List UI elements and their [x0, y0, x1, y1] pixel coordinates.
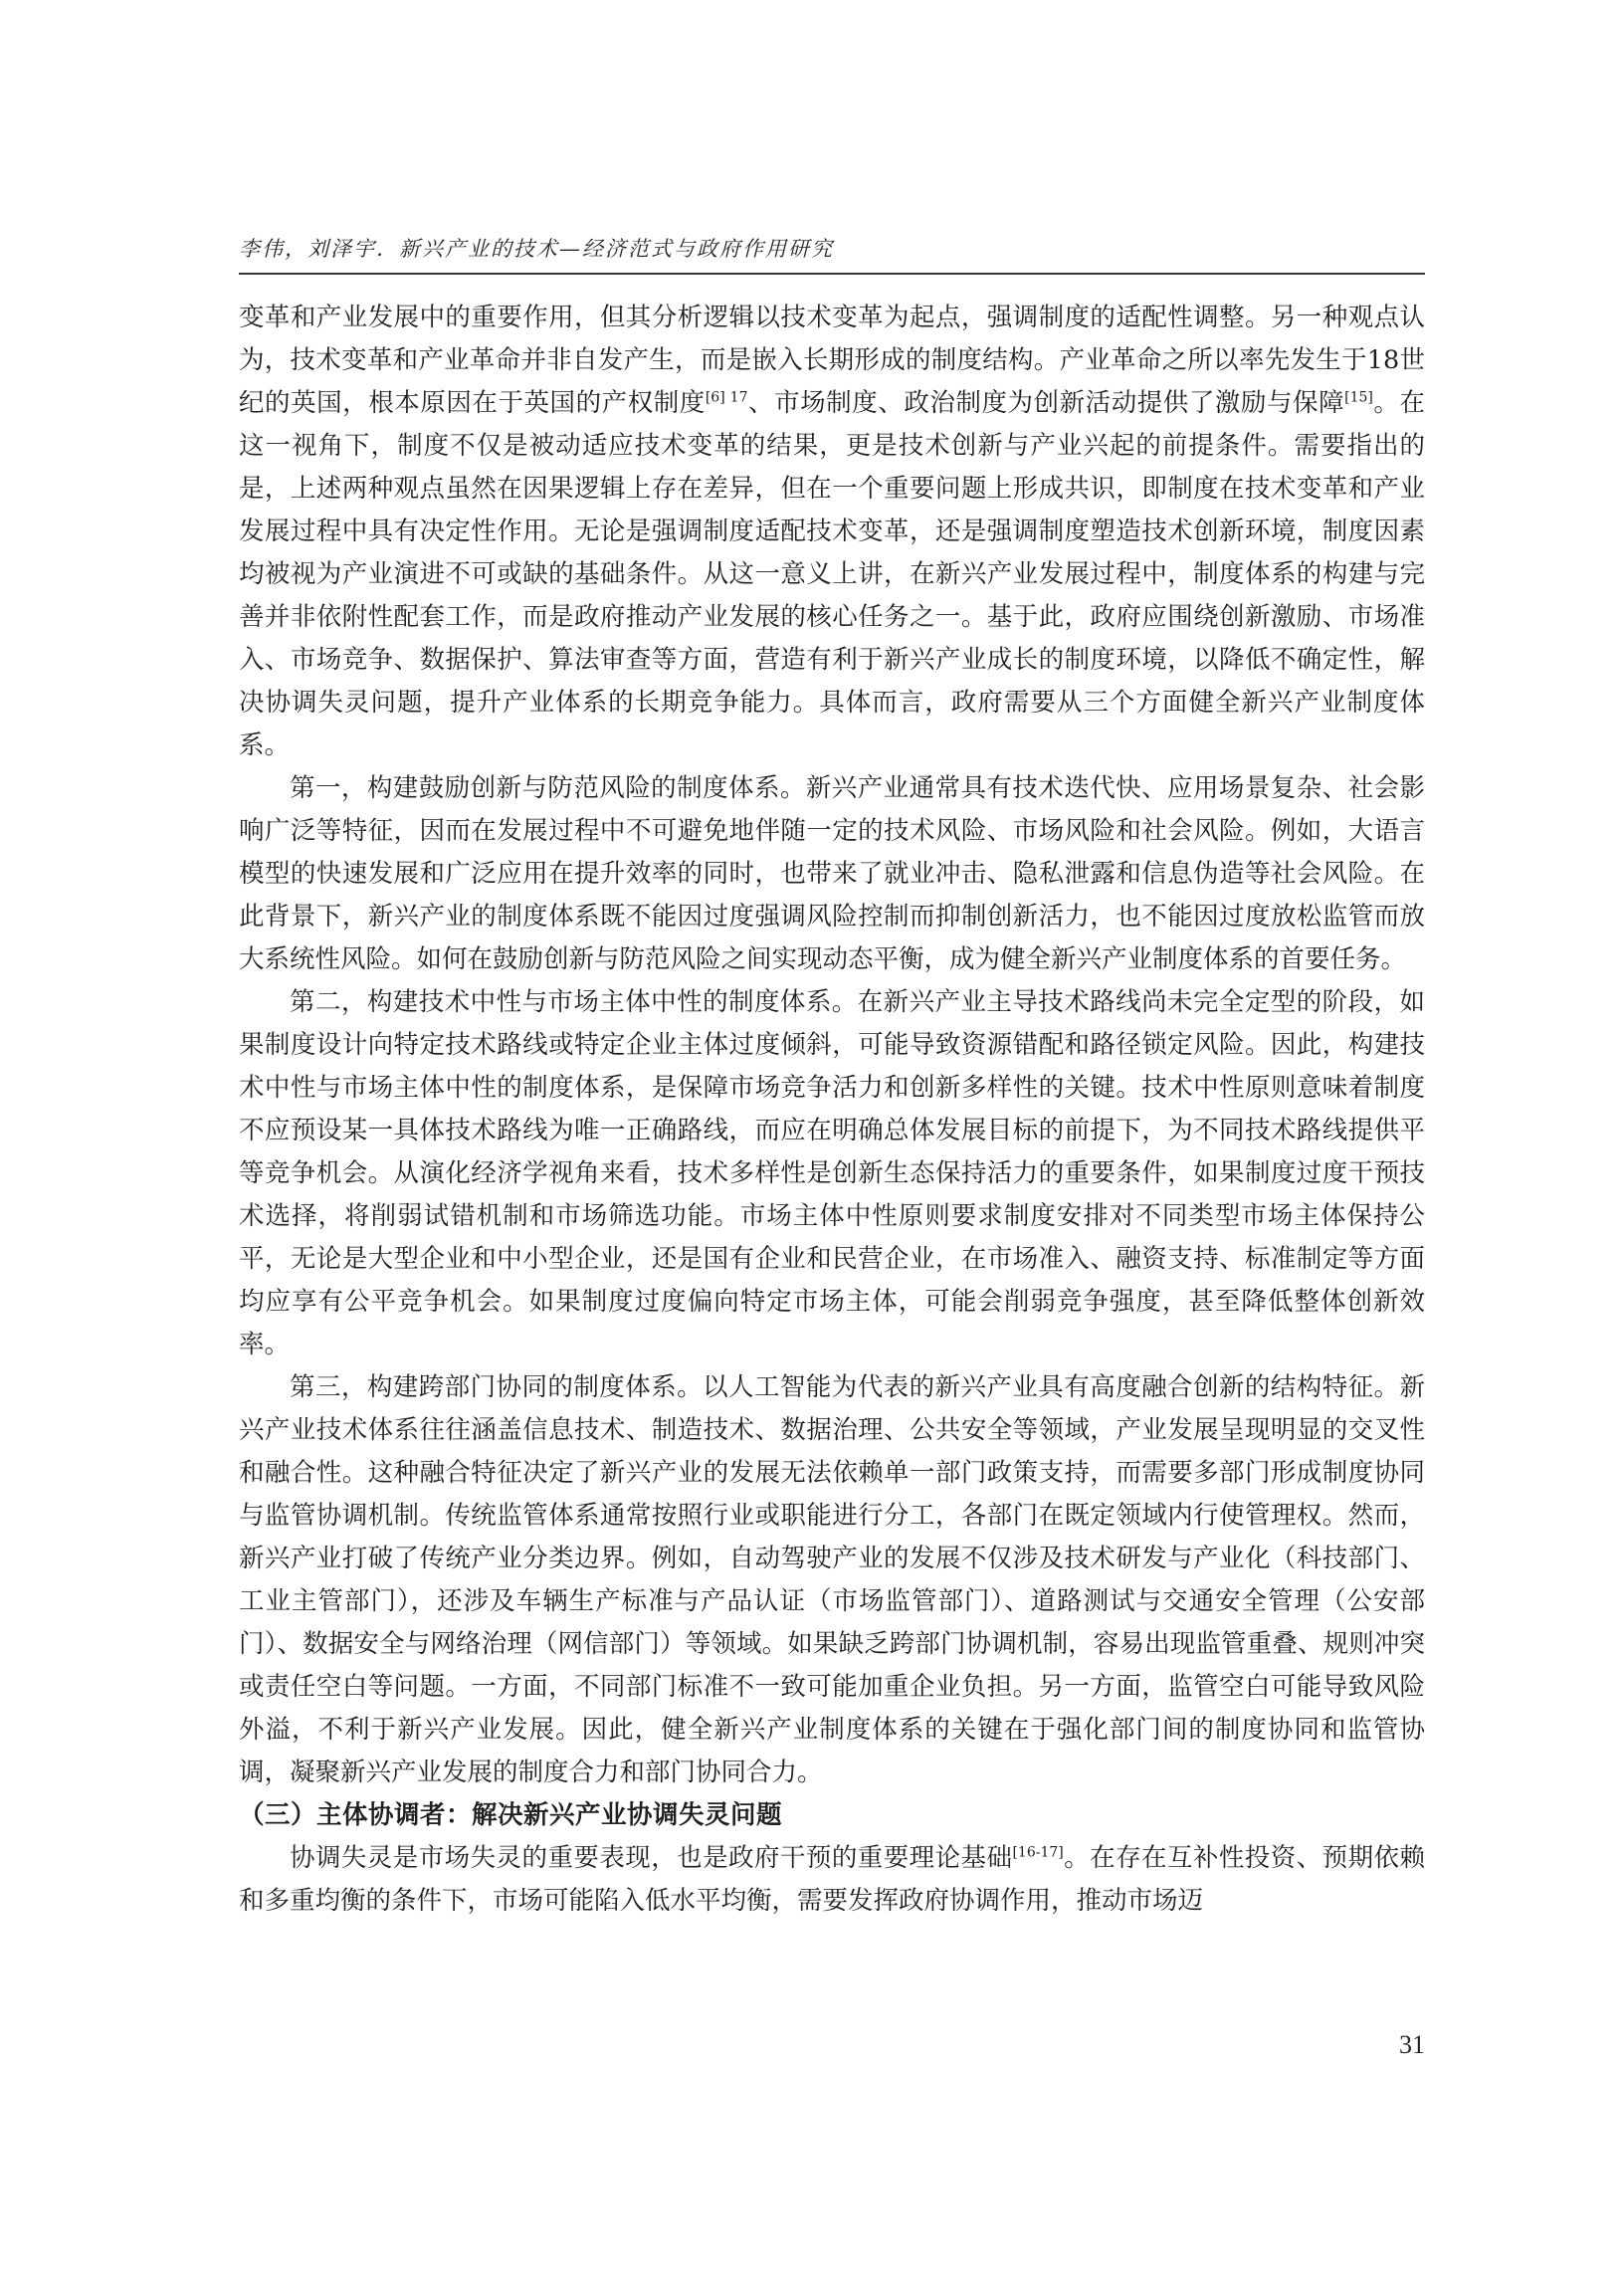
paragraph-text: 。在存在互补性投资、预期依赖和多重均衡的条件下，市场可能陷入低水平均衡，需要发挥政府协调作用，推动市场迈 — [239, 1843, 1425, 1916]
body-paragraph-3 — [239, 981, 1425, 1366]
paragraph-text: 变革和产业发展中的重要作用，但其分析逻辑以技术变革为起点，强调制度的适配性调整。另一种观点认为，技术变革和产业革命并非自发产生，而是嵌入长期形成的制度结构。产业革命之所以率先发生于18世纪的英国，根本原因在于英国的产权制度 — [239, 303, 1425, 418]
section-heading: （三）主体协调者：解决新兴产业协调失灵问题 — [239, 1800, 783, 1830]
body-paragraph-4 — [239, 1366, 1425, 1794]
body-paragraph-2 — [239, 767, 1425, 981]
page-number: 31 — [1399, 2030, 1425, 2059]
citation-marker: [6] 17 — [705, 389, 748, 406]
citation-marker: [16-17] — [1012, 1844, 1064, 1861]
paragraph-text: 协调失灵是市场失灵的重要表现，也是政府干预的重要理论基础 — [290, 1843, 1013, 1873]
running-header: 李伟，刘泽宇．新兴产业的技术—经济范式与政府作用研究 — [239, 237, 834, 261]
header-rule — [239, 273, 1425, 275]
body-paragraph-1 — [239, 297, 1425, 767]
paragraph-text: 第二，构建技术中性与市场主体中性的制度体系。在新兴产业主导技术路线尚未完全定型的阶段，如果制度设计向特定技术路线或特定企业主体过度倾斜，可能导致资源错配和路径锁定风险。因此，构建技术中性与市场主体中性的制度体系，是保障市场竞争活力和创新多样性的关键。技术中性原则意味着制度不应预设某一具体技术路线为唯一正确路线，而应在明确总体发展目标的前提下，为不同技术路线提供平等竞争机会。从演化经济学视角来看，技术多样性是创新生态保持活力的重要条件，如果制度过度干预技术选择，将削弱试错机制和市场筛选功能。市场主体中性原则要求制度安排对不同类型市场主体保持公平，无论是大型企业和中小型企业，还是国有企业和民营企业，在市场准入、融资支持、标准制定等方面均应享有公平竞争机会。如果制度过度偏向特定市场主体，可能会削弱竞争强度，甚至降低整体创新效率。 — [239, 987, 1425, 1359]
citation-marker: [15] — [1344, 389, 1373, 406]
paragraph-text: 、市场制度、政治制度为创新活动提供了激励与保障 — [747, 388, 1345, 418]
paragraph-text: 。在这一视角下，制度不仅是被动适应技术变革的结果，更是技术创新与产业兴起的前提条件。需要指出的是，上述两种观点虽然在因果逻辑上存在差异，但在一个重要问题上形成共识，即制度在技术变革和产业发展过程中具有决定性作用。无论是强调制度适配技术变革，还是强调制度塑造技术创新环境，制度因素均被视为产业演进不可或缺的基础条件。从这一意义上讲，在新兴产业发展过程中，制度体系的构建与完善并非依附性配套工作，而是政府推动产业发展的核心任务之一。基于此，政府应围绕创新激励、市场准入、市场竞争、数据保护、算法审查等方面，营造有利于新兴产业成长的制度环境，以降低不确定性，解决协调失灵问题，提升产业体系的长期竞争能力。具体而言，政府需要从三个方面健全新兴产业制度体系。 — [239, 388, 1425, 760]
paragraph-text: 第三，构建跨部门协同的制度体系。以人工智能为代表的新兴产业具有高度融合创新的结构特征。新兴产业技术体系往往涵盖信息技术、制造技术、数据治理、公共安全等领域，产业发展呈现明显的交叉性和融合性。这种融合特征决定了新兴产业的发展无法依赖单一部门政策支持，而需要多部门形成制度协同与监管协调机制。传统监管体系通常按照行业或职能进行分工，各部门在既定领域内行使管理权。然而，新兴产业打破了传统产业分类边界。例如，自动驾驶产业的发展不仅涉及技术研发与产业化（科技部门、工业主管部门），还涉及车辆生产标准与产品认证（市场监管部门）、道路测试与交通安全管理（公安部门）、数据安全与网络治理（网信部门）等领域。如果缺乏跨部门协调机制，容易出现监管重叠、规则冲突或责任空白等问题。一方面，不同部门标准不一致可能加重企业负担。另一方面，监管空白可能导致风险外溢，不利于新兴产业发展。因此，健全新兴产业制度体系的关键在于强化部门间的制度协同和监管协调，凝聚新兴产业发展的制度合力和部门协同合力。 — [239, 1372, 1425, 1787]
paragraph-text: 第一，构建鼓励创新与防范风险的制度体系。新兴产业通常具有技术迭代快、应用场景复杂、社会影响广泛等特征，因而在发展过程中不可避免地伴随一定的技术风险、市场风险和社会风险。例如，大语言模型的快速发展和广泛应用在提升效率的同时，也带来了就业冲击、隐私泄露和信息伪造等社会风险。在此背景下，新兴产业的制度体系既不能因过度强调风险控制而抑制创新活力，也不能因过度放松监管而放大系统性风险。如何在鼓励创新与防范风险之间实现动态平衡，成为健全新兴产业制度体系的首要任务。 — [239, 773, 1425, 974]
body-paragraph-5 — [239, 1837, 1425, 1923]
article-body — [239, 297, 1425, 1923]
